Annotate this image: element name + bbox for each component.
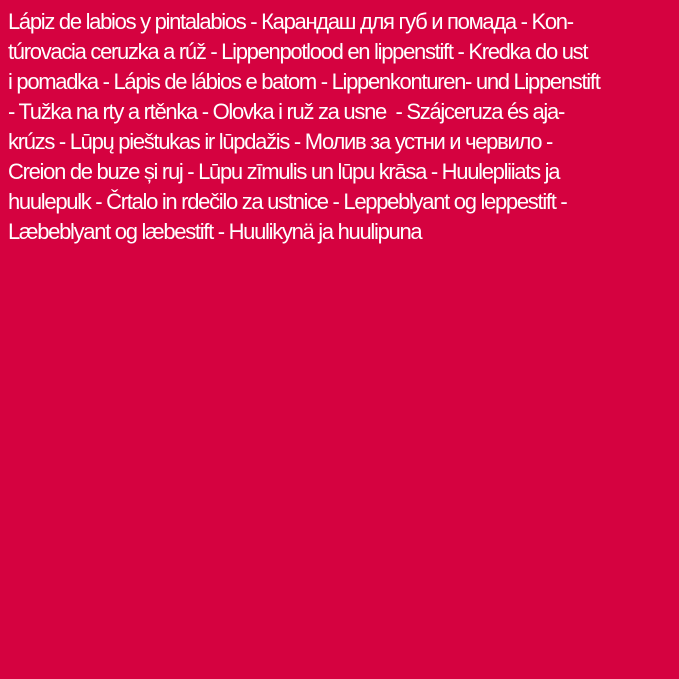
text-line: Lápiz de labios y pintalabios - Карандаш для губ и помада - Kon- xyxy=(8,9,573,34)
text-line: túrovacia ceruzka a rúž - Lippenpotlood en lippenstift - Kredka do ust xyxy=(8,39,588,64)
text-line: huulepulk - Črtalo in rdečilo za ustnice - Leppeblyant og leppestift - xyxy=(8,189,567,214)
text-line: krúzs - Lūpų pieštukas ir lūpdažis - Молив за устни и червило - xyxy=(8,129,553,154)
text-line: Creion de buze și ruj - Lūpu zīmulis un lūpu krāsa - Huulepliiats ja xyxy=(8,159,560,184)
multilingual-label xyxy=(8,7,679,247)
text-line: i pomadka - Lápis de lábios e batom - Lippenkonturen- und Lippenstift xyxy=(8,69,600,94)
text-line: Læbeblyant og læbestift - Huulikynä ja huulipuna xyxy=(8,219,422,244)
text-line: - Tužka na rty a rtěnka - Olovka i ruž za usne - Szájceruza és aja- xyxy=(8,99,564,124)
